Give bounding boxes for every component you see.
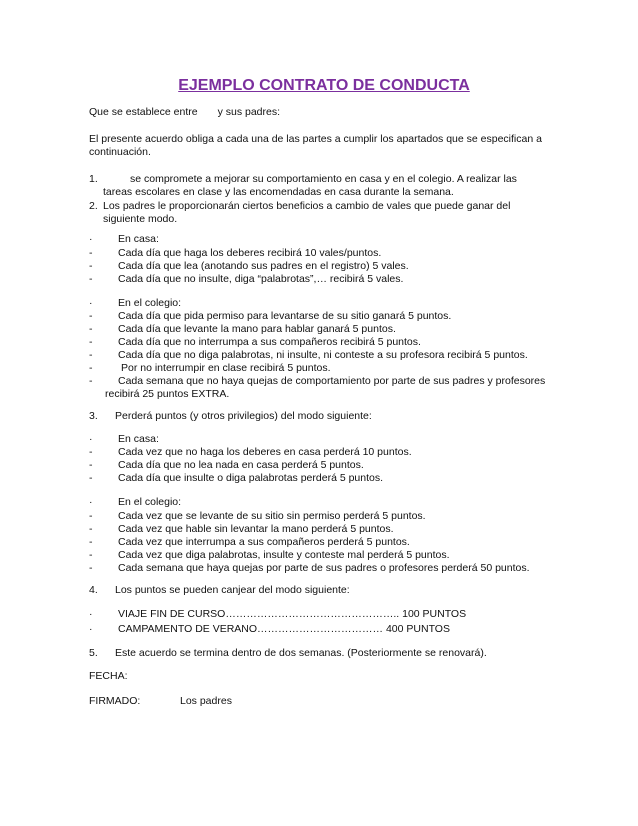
- bullet-dash: -: [89, 446, 93, 458]
- item-number: 4.: [89, 584, 98, 596]
- bullet-dash: -: [89, 362, 93, 374]
- list-item: Cada día que no lea nada en casa perderá 5 puntos.: [118, 459, 364, 471]
- bullet-dot: ·: [89, 496, 93, 508]
- bullet-dot: ·: [89, 608, 93, 620]
- page-title: EJEMPLO CONTRATO DE CONDUCTA: [178, 77, 470, 94]
- bullet-dash: -: [89, 536, 93, 548]
- item-number: 1.: [89, 173, 98, 185]
- list-item: Por no interrumpir en clase recibirá 5 puntos.: [121, 362, 331, 374]
- item1-line2: tareas escolares en clase y las encomendadas en casa durante la semana.: [103, 186, 454, 198]
- item1-line1: se compromete a mejorar su comportamiento en casa y en el colegio. A realizar las: [130, 173, 517, 185]
- item4-text: Los puntos se pueden canjear del modo siguiente:: [115, 584, 350, 596]
- bullet-dash: -: [89, 247, 93, 259]
- bullet-dot: ·: [89, 233, 93, 245]
- bullet-dash: -: [89, 472, 93, 484]
- list-item: Cada vez que se levante de su sitio sin permiso perderá 5 puntos.: [118, 510, 426, 522]
- bullet-dot: ·: [89, 623, 93, 635]
- bullet-dash: -: [89, 260, 93, 272]
- list-item-continuation: recibirá 25 puntos EXTRA.: [105, 388, 230, 400]
- firmado-value: Los padres: [180, 695, 232, 707]
- reward-item: CAMPAMENTO DE VERANO……………………………… 400 PUNTOS: [118, 623, 450, 635]
- bullet-dash: -: [89, 549, 93, 561]
- list-item: Cada día que no interrumpa a sus compañeros recibirá 5 puntos.: [118, 336, 421, 348]
- intro-paragraph: El presente acuerdo obliga a cada una de las partes a cumplir los apartados que se especifican a continuación.: [89, 133, 542, 158]
- item-number: 2.: [89, 200, 98, 212]
- intro-right: y sus padres:: [217, 106, 281, 118]
- item-number: 3.: [89, 410, 98, 422]
- bullet-dot: ·: [89, 433, 93, 445]
- list-item: Cada día que levante la mano para hablar ganará 5 puntos.: [118, 323, 396, 335]
- item2-line2: siguiente modo.: [103, 213, 178, 225]
- list-item: Cada vez que diga palabrotas, insulte y conteste mal perderá 5 puntos.: [118, 549, 450, 561]
- bullet-dash: -: [89, 510, 93, 522]
- reward-item: VIAJE FIN DE CURSO………………………………………….. 100 PUNTOS: [118, 608, 467, 620]
- list-item: Cada día que no diga palabrotas, ni insulte, ni conteste a su profesora recibirá 5 puntos.: [118, 349, 528, 361]
- list-item: Cada semana que no haya quejas de comportamiento por parte de sus padres y profesores: [118, 375, 546, 387]
- bullet-dot: ·: [89, 297, 93, 309]
- list-item: Cada día que insulte o diga palabrotas perderá 5 puntos.: [118, 472, 384, 484]
- list-item: Cada vez que interrumpa a sus compañeros perderá 5 puntos.: [118, 536, 410, 548]
- list-item: Cada vez que hable sin levantar la mano perderá 5 puntos.: [118, 523, 394, 535]
- bullet-dash: -: [89, 273, 93, 285]
- intro-line: [89, 106, 280, 119]
- bullet-dash: -: [89, 310, 93, 322]
- firmado-label: FIRMADO:: [89, 695, 141, 707]
- intro-left: Que se establece entre: [89, 106, 198, 118]
- bullet-dash: -: [89, 349, 93, 361]
- section-heading-lose-school: En el colegio:: [118, 496, 182, 508]
- bullet-dash: -: [89, 459, 93, 471]
- fecha-label: FECHA:: [89, 670, 128, 682]
- section-heading-earn-home: En casa:: [118, 233, 159, 245]
- section-heading-lose-home: En casa:: [118, 433, 159, 445]
- list-item: Cada día que haga los deberes recibirá 10 vales/puntos.: [118, 247, 382, 259]
- list-item: Cada vez que no haga los deberes en casa perderá 10 puntos.: [118, 446, 412, 458]
- section-heading-earn-school: En el colegio:: [118, 297, 182, 309]
- item-number: 5.: [89, 647, 98, 659]
- item5-text: Este acuerdo se termina dentro de dos semanas. (Posteriormente se renovará).: [115, 647, 487, 659]
- list-item: Cada día que pida permiso para levantarse de su sitio ganará 5 puntos.: [118, 310, 452, 322]
- bullet-dash: -: [89, 336, 93, 348]
- list-item: Cada semana que haya quejas por parte de sus padres o profesores perderá 50 puntos.: [118, 562, 530, 574]
- bullet-dash: -: [89, 562, 93, 574]
- item3-text: Perderá puntos (y otros privilegios) del modo siguiente:: [115, 410, 372, 422]
- bullet-dash: -: [89, 523, 93, 535]
- item2-line1: Los padres le proporcionarán ciertos beneficios a cambio de vales que puede ganar del: [103, 200, 511, 212]
- bullet-dash: -: [89, 323, 93, 335]
- list-item: Cada día que no insulte, diga “palabrotas”,… recibirá 5 vales.: [118, 273, 404, 285]
- list-item: Cada día que lea (anotando sus padres en el registro) 5 vales.: [118, 260, 409, 272]
- bullet-dash: -: [89, 375, 93, 387]
